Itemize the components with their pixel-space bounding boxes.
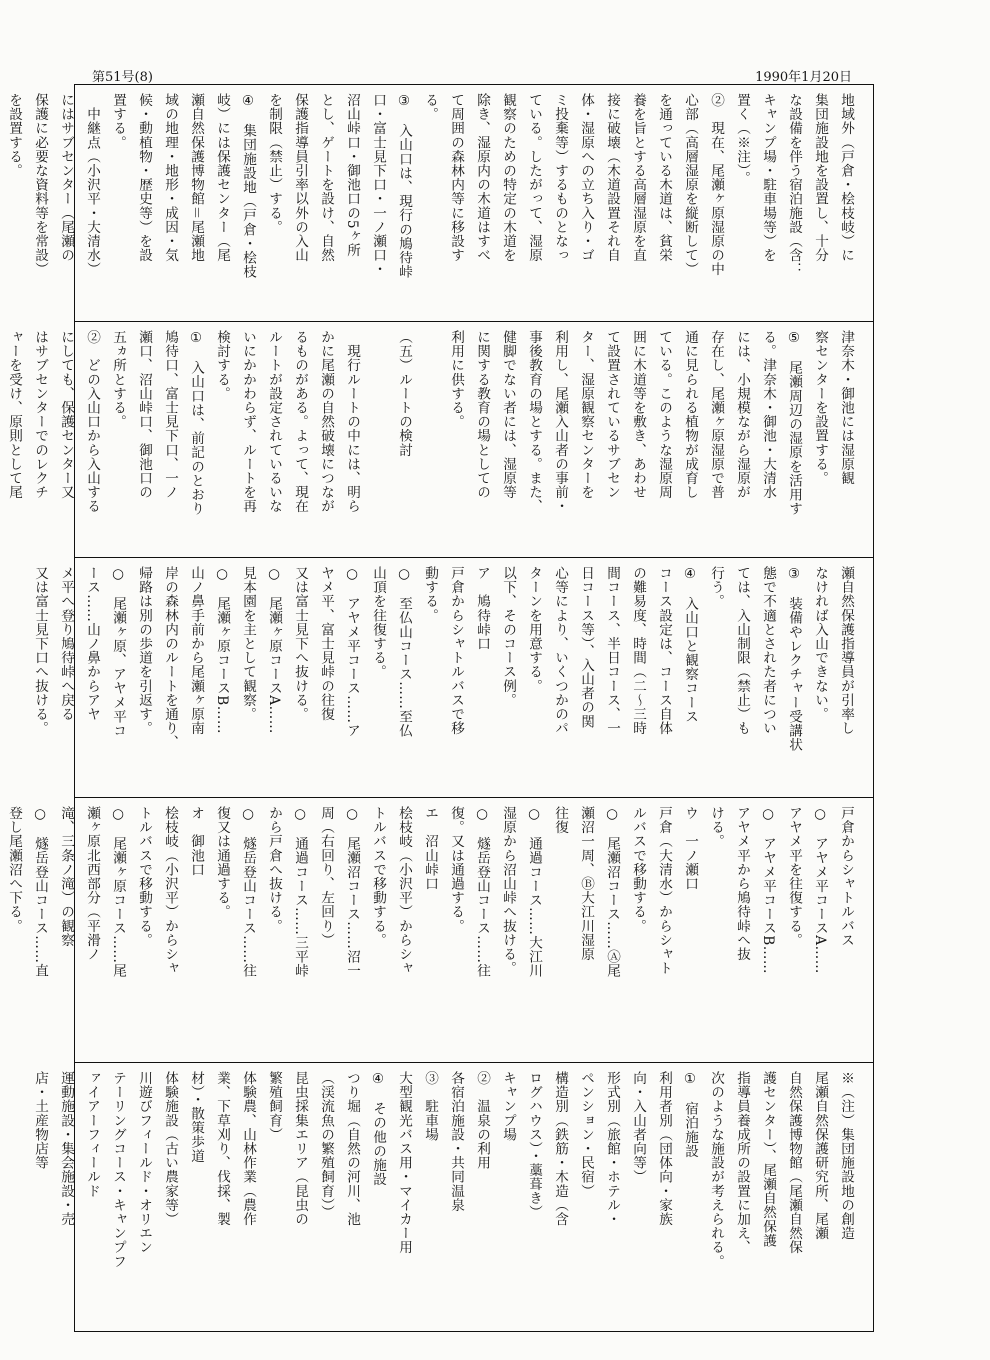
text-band-1 (6, 85, 873, 322)
band-2-text: 津奈木・御池には湿原観 察センターを設置する。 ⑤ 尾瀬周辺の湿原を活用す る。津奈木・御池・大清水 には、小規模ながら湿原が 存在し、尾瀬ヶ原湿原で普 通に見られる植物が成育し ている。このような湿原周 囲に木道等を敷き、あわせ て設置されているサブセン ター、湿原観察センターを 利用し、尾瀬入山者の事前・ 事後教育の場とする。また、 健脚でない者には、湿原等 に関する教育の場としての 利用に供する。 （五）ルートの検討 現行ルートの中には、明ら かに尾瀬の自然破壊につなが るものがある。よって、現在 ルートが設定されているいな いにかかわらず、ルートを再 検討する。 ① 入山口は、前記のとおり 鳩待口、富士見下口、一ノ 瀬口、沼山峠口、御池口の 五ヵ所とする。 ② どの入山口から入山する にしても、保護センター又 はサブセンターでのレクチ ャーを受け、原則として尾 (6, 330, 854, 516)
text-band-2 (6, 322, 873, 558)
text-band-4 (6, 798, 873, 1063)
issue-number: 第51号(8) (92, 70, 153, 85)
issue-date: 1990年1月20日 (755, 70, 852, 85)
band-4-text: 戸倉からシャトルバス ○ アヤメ平コースA…… アヤメ平を往復する。 ○ アヤメ平コースB…… アヤメ平から鳩待峠へ抜 ける。 ウ 一ノ瀬口 戸倉（大清水）からシャト ルバスで移動する。 ○ 尾瀬沼コース……Ⓐ尾 瀬沼一周、Ⓑ大江川湿原 往復 ○ 通過コース……大江川 湿原から沼山峠へ抜ける。 ○ 燧岳登山コース……往 復。又は通過する。 エ 沼山峠口 桧枝岐（小沢平）からシャ トルバスで移動する。 ○ 尾瀬沼コース……沼一 周（右回り、左回り） ○ 通過コース……三平峠 から戸倉へ抜ける。 ○ 燧岳登山コース……往 復又は通過する。 オ 御池口 桧枝岐（小沢平）からシャ トルバスで移動する。 ○ 尾瀬ヶ原コース……尾 瀬ヶ原北西部分（平滑ノ 滝、三条ノ滝）の観察 ○ 燧岳登山コース……直 登し尾瀬沼へ下る。 (6, 806, 854, 978)
band-5-text: ※（注）集団施設地の創造 尾瀬自然保護研究所、尾瀬 自然保護博物館（尾瀬自然保 護センター）、尾瀬自然保護 指導員養成所の設置に加え、 次のような施設が考えられる。 ① 宿泊施設 利用者別（団体向・家族 向・入山者向等） 形式別（旅館・ホテル・ ペンション・民宿） 構造別（鉄筋・木造（含 ログハウス）・藁葺き） キャンプ場 ② 温泉の利用 各宿泊施設・共同温泉 ③ 駐車場 大型観光バス用・マイカー用 ④ その他の施設 つり堀（自然の河川、池 （渓流魚の繁殖飼育）） 昆虫採集エリア（昆虫の 繁殖飼育） 体験農、山林作業（農作 業、下草刈り、伐採、製 材）・散策歩道 体験施設（古い農家等） 川遊びフィールド・オリエン テーリングコース・キャンプフ ァイアーフィールド 運動施設・集会施設・売 店・土産物店等 (32, 1071, 854, 1269)
band-1-text: 地域外（戸倉・桧枝岐）に 集団施設地を設置し、十分 な設備を伴う宿泊施設（含： キャンプ場・駐車場等）を 置く（※注）。 ② 現在、尾瀬ヶ原湿原の中 心部（高層湿原を縦断して） を通っている木道は、貧栄 養を旨とする高層湿原を直 接に破壊（木道設置それ自 体・湿原への立ち入り・ゴ ミ投棄等）するものとなっ ている。したがって、湿原 観察のための特定の木道を 除き、湿原内の木道はすべ て周囲の森林内等に移設す る。 ③ 入山口は、現行の鳩待峠 口・富士見下口・一ノ瀬口・ 沼山峠口・御池口の5ヶ所 とし、ゲートを設け、自然 保護指導員引率以外の入山 を制限（禁止）する。 ④ 集団施設地（戸倉・桧枝 岐）には保護センター（尾 瀬自然保護博物館＝尾瀬地 域の地理・地形・成因・気 候・動植物・歴史等）を設 置する。 中継点（小沢平・大清水） にはサブセンター（尾瀬の 保護に必要な資料等を常設） を設置する。 (6, 93, 854, 279)
text-band-5 (32, 1063, 873, 1330)
band-3-text: 瀬自然保護指導員が引率し なければ入山できない。 ③ 装備やレクチャー受講状 態で不適とされた者につい ては、入山制限（禁止）も 行う。 ④ 入山口と観察コース コース設定は、コース自体 の難易度、時間（二〜三時 間コース、半日コース、一 日コース等）、入山者の関 心等により、いくつかのパ ターンを用意する。 以下、そのコース例。 ア 鳩待峠口 戸倉からシャトルバスで移 動する。 ○ 至仏山コース……至仏 山頂を往復する。 ○ アヤメ平コース……ア ヤメ平、富士見峠の往復 又は富士見下へ抜ける。 ○ 尾瀬ヶ原コースA…… 見本園を主として観察。 ○ 尾瀬ヶ原コースB…… 山ノ鼻手前から尾瀬ヶ原南 岸の森林内のルートを通り、 帰路は別の歩道を引返す。 ○ 尾瀬ヶ原、アヤメ平コ ース……山ノ鼻からアヤ メ平へ登り鳩待峠へ戻る 又は富士見下口へ抜ける。 (32, 566, 854, 752)
article-frame (6, 84, 874, 1332)
text-band-3 (32, 558, 873, 798)
